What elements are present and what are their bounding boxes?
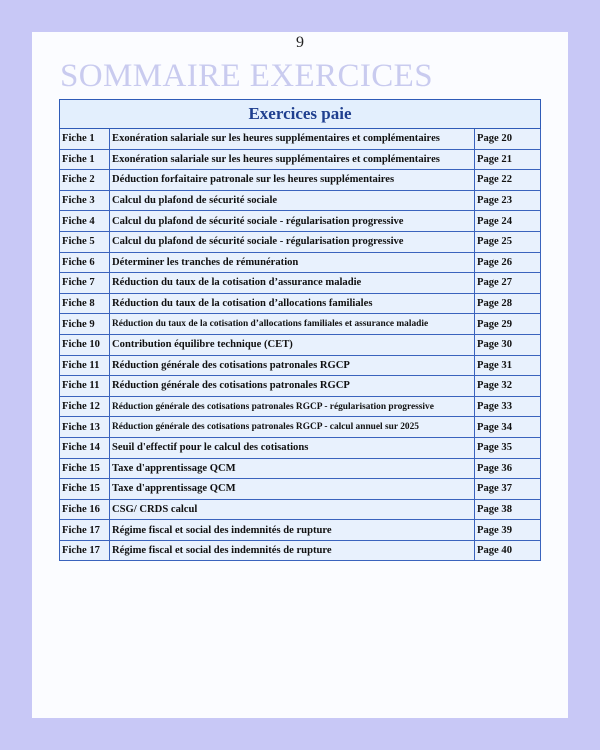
page-ref: Page 32 (474, 376, 540, 397)
page-ref: Page 36 (474, 458, 540, 479)
table-row (60, 437, 541, 458)
exercise-label: CSG/ CRDS calcul (110, 499, 475, 520)
exercise-label: Régime fiscal et social des indemnités de rupture (110, 540, 475, 561)
fiche-cell: Fiche 16 (60, 499, 110, 520)
page-number: 9 (296, 34, 304, 51)
exercise-label: Réduction du taux de la cotisation d’allocations familiales (110, 293, 475, 314)
exercises-table (59, 99, 541, 561)
page-ref: Page 39 (474, 520, 540, 541)
page-ref: Page 34 (474, 417, 540, 438)
fiche-cell: Fiche 10 (60, 334, 110, 355)
fiche-cell: Fiche 4 (60, 211, 110, 232)
table-row (60, 170, 541, 191)
table-row (60, 540, 541, 561)
exercise-label: Calcul du plafond de sécurité sociale - régularisation progressive (110, 231, 475, 252)
table-row (60, 499, 541, 520)
exercise-label: Réduction du taux de la cotisation d’assurance maladie (110, 273, 475, 294)
page-ref: Page 21 (474, 149, 540, 170)
table-header-row (60, 100, 541, 129)
page-ref: Page 37 (474, 479, 540, 500)
table-row (60, 231, 541, 252)
fiche-cell: Fiche 17 (60, 540, 110, 561)
document-page (32, 32, 568, 718)
fiche-cell: Fiche 13 (60, 417, 110, 438)
exercise-label: Réduction générale des cotisations patronales RGCP (110, 376, 475, 397)
page-ref: Page 22 (474, 170, 540, 191)
page-title: SOMMAIRE EXERCICES (60, 58, 433, 94)
exercise-label: Déduction forfaitaire patronale sur les heures supplémentaires (110, 170, 475, 191)
table-row (60, 190, 541, 211)
exercise-label: Contribution équilibre technique (CET) (110, 334, 475, 355)
table-row (60, 293, 541, 314)
table-row (60, 273, 541, 294)
exercise-label: Exonération salariale sur les heures supplémentaires et complémentaires (110, 149, 475, 170)
fiche-cell: Fiche 1 (60, 129, 110, 150)
page-ref: Page 24 (474, 211, 540, 232)
page-ref: Page 29 (474, 314, 540, 335)
table-row (60, 252, 541, 273)
page-ref: Page 33 (474, 396, 540, 417)
table-row (60, 458, 541, 479)
fiche-cell: Fiche 11 (60, 376, 110, 397)
fiche-cell: Fiche 2 (60, 170, 110, 191)
page-ref: Page 40 (474, 540, 540, 561)
page-ref: Page 20 (474, 129, 540, 150)
exercise-label: Seuil d'effectif pour le calcul des cotisations (110, 437, 475, 458)
page-ref: Page 23 (474, 190, 540, 211)
exercise-label: Réduction du taux de la cotisation d’allocations familiales et assurance maladie (110, 314, 475, 335)
fiche-cell: Fiche 6 (60, 252, 110, 273)
fiche-cell: Fiche 11 (60, 355, 110, 376)
exercise-label: Réduction générale des cotisations patronales RGCP - régularisation progressive (110, 396, 475, 417)
page-ref: Page 38 (474, 499, 540, 520)
table-row (60, 396, 541, 417)
exercise-label: Exonération salariale sur les heures supplémentaires et complémentaires (110, 129, 475, 150)
page-ref: Page 26 (474, 252, 540, 273)
table-row (60, 376, 541, 397)
fiche-cell: Fiche 1 (60, 149, 110, 170)
exercise-label: Taxe d'apprentissage QCM (110, 458, 475, 479)
exercise-label: Régime fiscal et social des indemnités de rupture (110, 520, 475, 541)
fiche-cell: Fiche 12 (60, 396, 110, 417)
table-row (60, 334, 541, 355)
fiche-cell: Fiche 15 (60, 479, 110, 500)
fiche-cell: Fiche 15 (60, 458, 110, 479)
table-row (60, 314, 541, 335)
table-row (60, 129, 541, 150)
page-ref: Page 35 (474, 437, 540, 458)
fiche-cell: Fiche 5 (60, 231, 110, 252)
page-ref: Page 28 (474, 293, 540, 314)
exercise-label: Déterminer les tranches de rémunération (110, 252, 475, 273)
fiche-cell: Fiche 9 (60, 314, 110, 335)
page-ref: Page 31 (474, 355, 540, 376)
exercise-label: Taxe d'apprentissage QCM (110, 479, 475, 500)
table-row (60, 520, 541, 541)
fiche-cell: Fiche 14 (60, 437, 110, 458)
exercise-label: Calcul du plafond de sécurité sociale - régularisation progressive (110, 211, 475, 232)
table-row (60, 479, 541, 500)
table-header: Exercices paie (60, 100, 541, 129)
page-ref: Page 27 (474, 273, 540, 294)
fiche-cell: Fiche 8 (60, 293, 110, 314)
fiche-cell: Fiche 17 (60, 520, 110, 541)
page-ref: Page 25 (474, 231, 540, 252)
exercise-label: Réduction générale des cotisations patronales RGCP - calcul annuel sur 2025 (110, 417, 475, 438)
table-row (60, 417, 541, 438)
table-row (60, 211, 541, 232)
fiche-cell: Fiche 3 (60, 190, 110, 211)
exercise-label: Calcul du plafond de sécurité sociale (110, 190, 475, 211)
table-row (60, 149, 541, 170)
exercise-label: Réduction générale des cotisations patronales RGCP (110, 355, 475, 376)
page-ref: Page 30 (474, 334, 540, 355)
fiche-cell: Fiche 7 (60, 273, 110, 294)
table-row (60, 355, 541, 376)
